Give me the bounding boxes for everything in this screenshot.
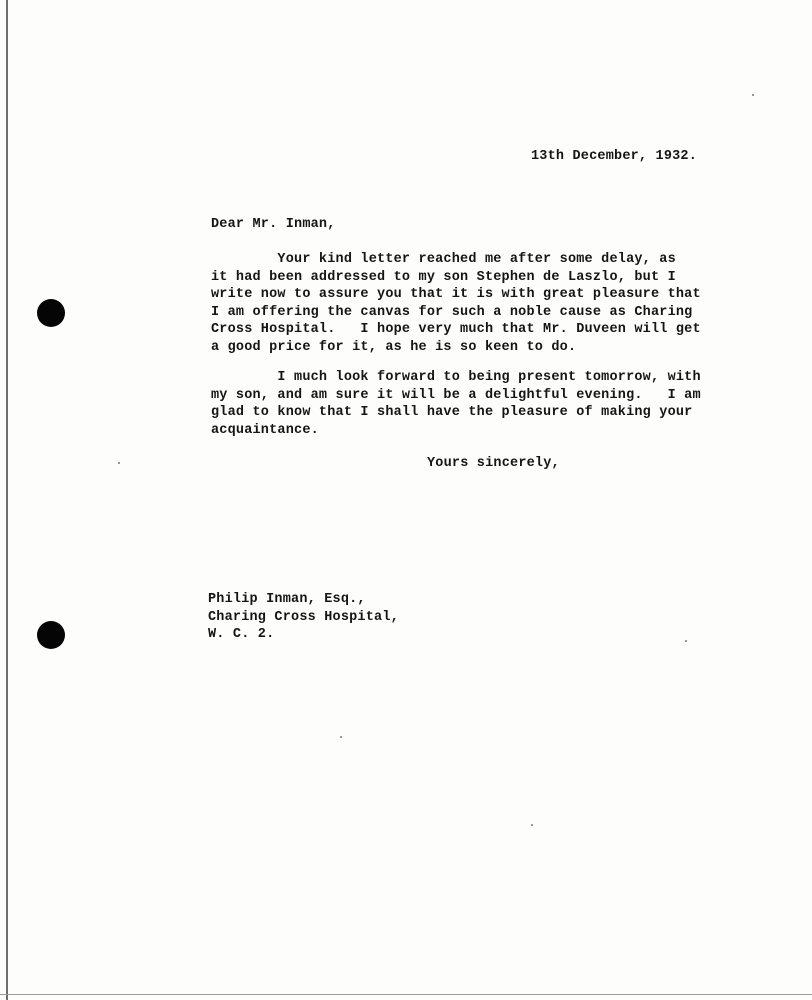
address-line: Charing Cross Hospital,	[208, 609, 399, 625]
paragraph-line: write now to assure you that it is with great pleasure that	[211, 287, 701, 302]
letter-closing: Yours sincerely,	[427, 456, 560, 471]
page-left-edge	[6, 0, 8, 1000]
paragraph-line: Your kind letter reached me after some delay, as	[211, 252, 676, 267]
paragraph-line: Cross Hospital. I hope very much that Mr. Duveen will get	[211, 322, 701, 337]
recipient-address	[208, 591, 399, 644]
paragraph-line: my son, and am sure it will be a delightful evening. I am	[211, 387, 701, 403]
paragraph-line: it had been addressed to my son Stephen de Laszlo, but I	[211, 269, 676, 285]
paragraph-line: I am offering the canvas for such a noble cause as Charing	[211, 304, 693, 320]
letter-paragraph-1	[211, 251, 701, 356]
address-line: W. C. 2.	[208, 627, 275, 642]
address-line: Philip Inman, Esq.,	[208, 592, 366, 607]
punch-hole	[37, 621, 65, 649]
paragraph-line: a good price for it, as he is so keen to do.	[211, 339, 577, 355]
page-bottom-edge	[0, 994, 812, 995]
paper-speck	[531, 824, 533, 826]
paper-speck	[752, 94, 754, 96]
letter-paragraph-2	[211, 369, 701, 439]
letter-date: 13th December, 1932.	[531, 149, 698, 164]
paragraph-line: glad to know that I shall have the pleasure of making your	[211, 405, 693, 420]
paper-speck	[685, 640, 687, 642]
paper-speck	[340, 736, 342, 738]
paper-speck	[118, 462, 120, 464]
punch-hole	[37, 299, 65, 327]
letter-salutation: Dear Mr. Inman,	[211, 217, 336, 232]
paragraph-line: acquaintance.	[211, 422, 319, 438]
paragraph-line: I much look forward to being present tomorrow, with	[211, 370, 701, 385]
